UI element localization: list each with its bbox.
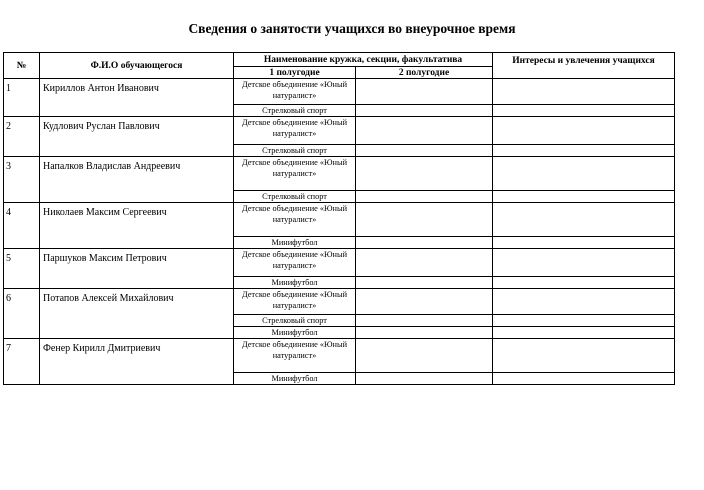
activity-half2 [356, 277, 493, 289]
student-number: 2 [4, 117, 40, 157]
interests-cell [493, 117, 675, 145]
activity-half2 [356, 203, 493, 237]
header-interests: Интересы и увлечения учащихся [493, 53, 675, 79]
interests-cell [493, 315, 675, 327]
activity-half1: Стрелковый спорт [234, 145, 356, 157]
table-row [4, 289, 675, 315]
header-half1: 1 полугодие [234, 67, 356, 79]
activity-half1: Минифутбол [234, 277, 356, 289]
employment-table [3, 52, 675, 385]
table-row [4, 339, 675, 373]
interests-cell [493, 289, 675, 315]
interests-cell [493, 249, 675, 277]
activity-half2 [356, 237, 493, 249]
activity-half2 [356, 157, 493, 191]
activity-half1: Минифутбол [234, 373, 356, 385]
student-number: 1 [4, 79, 40, 117]
interests-cell [493, 203, 675, 237]
student-name: Николаев Максим Сергеевич [40, 203, 234, 249]
interests-cell [493, 105, 675, 117]
activity-half2 [356, 191, 493, 203]
activity-half1: Детское объединение «Юный натуралист» [234, 203, 356, 237]
activity-half2 [356, 249, 493, 277]
header-name: Ф.И.О обучающегося [40, 53, 234, 79]
header-activities: Наименование кружка, секции, факультатива [234, 53, 493, 67]
interests-cell [493, 237, 675, 249]
interests-cell [493, 327, 675, 339]
activity-half2 [356, 117, 493, 145]
activity-half1: Детское объединение «Юный натуралист» [234, 79, 356, 105]
student-number: 5 [4, 249, 40, 289]
activity-half1: Минифутбол [234, 327, 356, 339]
document-title: Сведения о занятости учащихся во внеурочное время [188, 21, 516, 36]
activity-half2 [356, 79, 493, 105]
student-name: Фенер Кирилл Дмитриевич [40, 339, 234, 385]
interests-cell [493, 373, 675, 385]
activity-half1: Стрелковый спорт [234, 191, 356, 203]
activity-half2 [356, 105, 493, 117]
student-number: 6 [4, 289, 40, 339]
student-number: 3 [4, 157, 40, 203]
interests-cell [493, 145, 675, 157]
activity-half2 [356, 289, 493, 315]
table-row [4, 157, 675, 191]
table-row [4, 117, 675, 145]
table-body [4, 79, 675, 385]
activity-half2 [356, 145, 493, 157]
activity-half2 [356, 339, 493, 373]
interests-cell [493, 339, 675, 373]
interests-cell [493, 157, 675, 191]
header-half2: 2 полугодие [356, 67, 493, 79]
activity-half1: Стрелковый спорт [234, 315, 356, 327]
activity-half1: Детское объединение «Юный натуралист» [234, 157, 356, 191]
activity-half1: Детское объединение «Юный натуралист» [234, 249, 356, 277]
activity-half2 [356, 373, 493, 385]
activity-half1: Стрелковый спорт [234, 105, 356, 117]
table-row [4, 79, 675, 105]
student-name: Напалков Владислав Андреевич [40, 157, 234, 203]
header-num: № [4, 53, 40, 79]
student-number: 4 [4, 203, 40, 249]
activity-half1: Детское объединение «Юный натуралист» [234, 117, 356, 145]
student-name: Кудлович Руслан Павлович [40, 117, 234, 157]
activity-half2 [356, 315, 493, 327]
table-row [4, 203, 675, 237]
interests-cell [493, 191, 675, 203]
student-name: Паршуков Максим Петрович [40, 249, 234, 289]
student-name: Потапов Алексей Михайлович [40, 289, 234, 339]
activity-half1: Минифутбол [234, 237, 356, 249]
interests-cell [493, 79, 675, 105]
interests-cell [493, 277, 675, 289]
activity-half1: Детское объединение «Юный натуралист» [234, 339, 356, 373]
table-row [4, 249, 675, 277]
student-name: Кириллов Антон Иванович [40, 79, 234, 117]
activity-half2 [356, 327, 493, 339]
student-number: 7 [4, 339, 40, 385]
activity-half1: Детское объединение «Юный натуралист» [234, 289, 356, 315]
